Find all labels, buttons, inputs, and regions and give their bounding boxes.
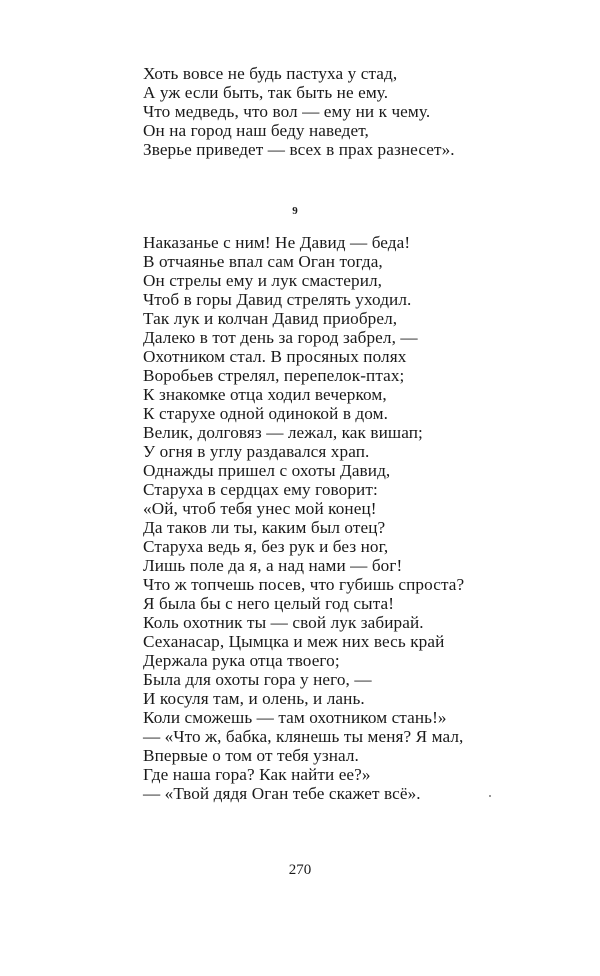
poem-line: Воробьев стрелял, перепелок-птах; (143, 366, 405, 385)
poem-line: Велик, долговяз — лежал, как вишап; (143, 423, 423, 442)
print-speck (489, 795, 491, 797)
poem-line: «Ой, чтоб тебя унес мой конец! (143, 499, 377, 518)
poem-stanza-top (143, 64, 455, 159)
poem-line: Лишь поле да я, а над нами — бог! (143, 556, 403, 575)
poem-stanza-main (143, 233, 464, 803)
poem-line: К старухе одной одинокой в дом. (143, 404, 389, 423)
poem-line: — «Твой дядя Оган тебе скажет всё». (143, 784, 421, 803)
poem-line: У огня в углу раздавался храп. (143, 442, 370, 461)
poem-line: Да таков ли ты, каким был отец? (143, 518, 386, 537)
poem-line: Что медведь, что вол — ему ни к чему. (143, 102, 431, 121)
poem-line: Хоть вовсе не будь пастуха у стад, (143, 64, 398, 83)
poem-line: К знакомке отца ходил вечерком, (143, 385, 387, 404)
poem-line: Коли сможешь — там охотником стань!» (143, 708, 447, 727)
poem-line: Что ж топчешь посев, что губишь спроста? (143, 575, 465, 594)
poem-line: Наказанье с ним! Не Давид — беда! (143, 233, 411, 252)
poem-line: Он стрелы ему и лук смастерил, (143, 271, 383, 290)
poem-line: Я была бы с него целый год сыта! (143, 594, 395, 613)
poem-line: Впервые о том от тебя узнал. (143, 746, 359, 765)
poem-line: Держала рука отца твоего; (143, 651, 340, 670)
poem-line: Сеханасар, Цымцка и меж них весь край (143, 632, 445, 651)
poem-line: Коль охотник ты — свой лук забирай. (143, 613, 424, 632)
poem-line: Далеко в тот день за город забрел, — (143, 328, 418, 347)
page-number: 270 (288, 862, 312, 878)
poem-line: Зверье приведет — всех в прах разнесет». (143, 140, 455, 159)
poem-line: Где наша гора? Как найти ее?» (143, 765, 371, 784)
poem-line: Охотником стал. В просяных полях (143, 347, 407, 366)
section-number: 9 (292, 205, 298, 217)
poem-line: И косуля там, и олень, и лань. (143, 689, 365, 708)
poem-line: Однажды пришел с охоты Давид, (143, 461, 391, 480)
poem-line: Старуха ведь я, без рук и без ног, (143, 537, 389, 556)
poem-line: — «Что ж, бабка, клянешь ты меня? Я мал, (143, 727, 464, 746)
poem-line: Так лук и колчан Давид приобрел, (143, 309, 398, 328)
poem-line: А уж если быть, так быть не ему. (143, 83, 389, 102)
poem-line: Была для охоты гора у него, — (143, 670, 372, 689)
poem-line: Старуха в сердцах ему говорит: (143, 480, 378, 499)
poem-line: Чтоб в горы Давид стрелять уходил. (143, 290, 412, 309)
poem-line: Он на город наш беду наведет, (143, 121, 369, 140)
poem-line: В отчаянье впал сам Оган тогда, (143, 252, 383, 271)
